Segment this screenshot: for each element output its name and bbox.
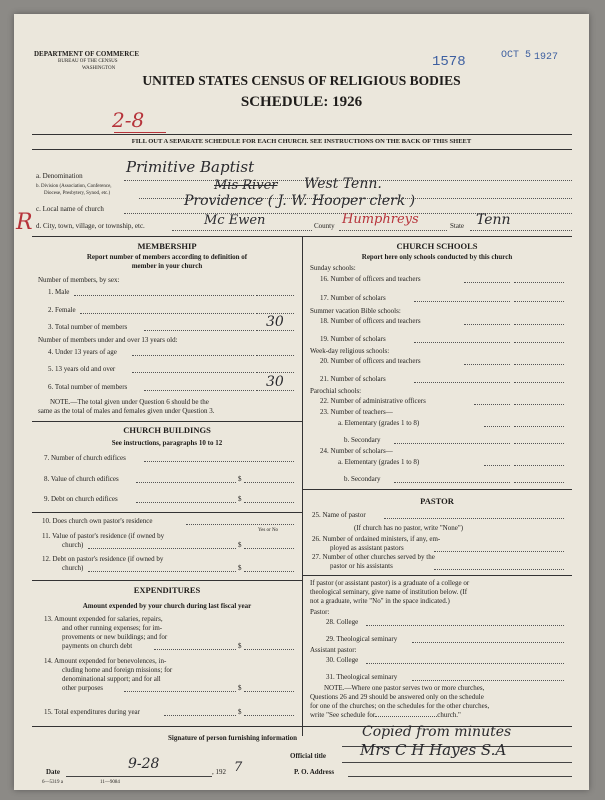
q27-label-1: 27. Number of other churches served by the <box>312 553 435 561</box>
instruction-line: FILL OUT A SEPARATE SCHEDULE FOR EACH CHURCH. SEE INSTRUCTIONS ON THE BACK OF THIS SHEET <box>131 138 472 145</box>
stamp-year: 1927 <box>534 52 559 63</box>
q14-label-2: cluding home and foreign missions; for <box>62 666 173 674</box>
q22-label: 22. Number of administrative officers <box>320 397 426 405</box>
q11-label-1: 11. Value of pastor's residence (if owned by <box>42 532 165 540</box>
official-title-label: Official title <box>290 752 326 760</box>
q24-label: 24. Number of scholars— <box>320 447 393 455</box>
membership-note-2: same as the total of males and females given under Question 3. <box>38 407 215 415</box>
q6-value: 30 <box>266 374 284 390</box>
division-struck-value: Mis River <box>214 178 278 193</box>
q12-label-1: 12. Debt on pastor's residence (if owned by <box>42 555 164 563</box>
q27-label-2: pastor or his assistants <box>330 562 393 570</box>
state-label: State <box>450 222 464 230</box>
q9-dollar: $ <box>238 495 242 503</box>
q6-label: 6. Total number of members <box>48 383 128 391</box>
q29-label: 29. Theological seminary <box>326 635 398 643</box>
q1-label: 1. Male <box>48 288 70 296</box>
q11-dollar: $ <box>238 541 242 549</box>
membership-title: MEMBERSHIP <box>137 241 197 251</box>
signature-value: Copied from minutes <box>362 724 512 740</box>
q8-dollar: $ <box>238 475 242 483</box>
by-sex-label: Number of members, by sex: <box>38 276 120 284</box>
pastor-note-4-b: church." <box>437 711 461 719</box>
membership-sub-2: member in your church <box>131 262 203 270</box>
date-label: Date <box>46 768 60 776</box>
q3-label: 3. Total number of members <box>48 323 128 331</box>
sunday-label: Sunday schools: <box>310 264 356 272</box>
q13-label-1: 13. Amount expended for salaries, repairs, <box>44 615 163 623</box>
q13-dollar: $ <box>238 642 242 650</box>
county-value: Humphreys <box>342 212 419 227</box>
year-value: 7 <box>234 760 243 775</box>
parochial-label: Parochial schools: <box>310 387 362 395</box>
schools-title: CHURCH SCHOOLS <box>396 241 478 251</box>
form-code: 11—9084 <box>100 780 120 785</box>
q24b-label: b. Secondary <box>344 475 381 483</box>
q14-label-1: 14. Amount expended for benevolences, in- <box>44 657 167 665</box>
pastor-note-2: Questions 26 and 29 should be answered only on the schedule <box>310 693 484 701</box>
signature-label: Signature of person furnishing information <box>168 734 297 742</box>
grad-line-3: not a graduate, write "No" in the space indicated.) <box>310 597 450 605</box>
q21-label: 21. Number of scholars <box>320 375 386 383</box>
division-label-2: Diocese, Presbytery, Synod, etc.) <box>44 191 111 196</box>
q17-label: 17. Number of scholars <box>320 294 386 302</box>
stamp-date: OCT 5 <box>501 50 532 61</box>
q5-label: 5. 13 years old and over <box>48 365 116 373</box>
state-value: Tenn <box>476 212 511 228</box>
denomination-label: a. Denomination <box>36 172 83 180</box>
buildings-sub: See instructions, paragraphs 10 to 12 <box>111 439 223 447</box>
division-value: West Tenn. <box>304 176 382 192</box>
expenditures-title: EXPENDITURES <box>133 585 201 595</box>
q7-label: 7. Number of church edifices <box>44 454 126 462</box>
weekday-label: Week-day religious schools: <box>310 347 390 355</box>
red-r-mark: R <box>16 210 33 235</box>
q4-label: 4. Under 13 years of age <box>48 348 117 356</box>
census-schedule-sheet <box>14 14 589 790</box>
pastor-title: PASTOR <box>420 496 454 506</box>
q2-label: 2. Female <box>48 306 76 314</box>
church-name-label: c. Local name of church <box>36 205 104 213</box>
red-mark: 2-8 <box>112 108 145 132</box>
assistant-sub-label: Assistant pastor: <box>310 646 357 654</box>
department-label: DEPARTMENT OF COMMERCE <box>34 50 140 58</box>
q14-label-4: other purposes <box>62 684 104 692</box>
schools-sub: Report here only schools conducted by this church <box>361 253 513 261</box>
church-name-value: Providence ( J. W. Hooper clerk ) <box>184 193 416 209</box>
pastor-sub-label: Pastor: <box>310 608 330 616</box>
q25-label: 25. Name of pastor <box>312 511 366 519</box>
q3-value: 30 <box>266 314 284 330</box>
bureau-label: BUREAU OF THE CENSUS <box>58 59 118 64</box>
q24a-label: a. Elementary (grades 1 to 8) <box>338 458 420 466</box>
stamp-number: 1578 <box>432 54 466 70</box>
q16-label: 16. Number of officers and teachers <box>320 275 421 283</box>
q13-label-2: and other running expenses; for im- <box>62 624 163 632</box>
city-value: Mc Ewen <box>204 213 266 228</box>
q26-label-2: ployed as assistant pastors <box>330 544 404 552</box>
yes-no-hint: Yes or No <box>258 528 279 533</box>
q31-label: 31. Theological seminary <box>326 673 398 681</box>
form-subtitle: SCHEDULE: 1926 <box>240 94 363 110</box>
q26-label-1: 26. Number of ordained ministers, if any, em- <box>312 535 441 543</box>
under-over-label: Number of members under and over 13 years old: <box>38 336 178 344</box>
county-label: County <box>314 222 335 230</box>
summer-label: Summer vacation Bible schools: <box>310 307 401 315</box>
year-prefix: , 192 <box>212 768 226 776</box>
q14-dollar: $ <box>238 684 242 692</box>
pastor-note-4-a: write "See schedule for <box>310 711 376 719</box>
q8-label: 8. Value of church edifices <box>44 475 119 483</box>
q28-label: 28. College <box>326 618 359 626</box>
grad-line-1: If pastor (or assistant pastor) is a graduate of a college or <box>310 579 470 587</box>
q25-note: (If church has no pastor, write "None") <box>354 524 464 532</box>
official-title-value: Mrs C H Hayes S.A <box>360 741 507 759</box>
date-value: 9-28 <box>128 756 160 772</box>
pastor-note-4 <box>310 711 461 719</box>
q13-label-4: payments on church debt <box>62 642 133 650</box>
q15-label: 15. Total expenditures during year <box>44 708 140 716</box>
q30-label: 30. College <box>326 656 359 664</box>
division-label-1: b. Division (Association, Conference, <box>36 184 112 189</box>
form-number: 6—5319 a <box>42 780 63 785</box>
q23a-label: a. Elementary (grades 1 to 8) <box>338 419 420 427</box>
buildings-title: CHURCH BUILDINGS <box>123 425 211 435</box>
q11-label-2: church) <box>62 541 84 549</box>
q19-label: 19. Number of scholars <box>320 335 386 343</box>
q13-label-3: provements or new buildings; and for <box>62 633 168 641</box>
q23b-label: b. Secondary <box>344 436 381 444</box>
expenditures-sub: Amount expended by your church during last fiscal year <box>82 602 252 610</box>
q10-label: 10. Does church own pastor's residence <box>42 517 153 525</box>
pastor-note-3: for one of the churches; on the schedules for the other churches, <box>310 702 490 710</box>
po-address-label: P. O. Address <box>294 768 335 776</box>
q12-dollar: $ <box>238 564 242 572</box>
q18-label: 18. Number of officers and teachers <box>320 317 421 325</box>
denomination-value: Primitive Baptist <box>126 158 255 176</box>
pastor-note-1: NOTE.—Where one pastor serves two or more churches, <box>324 684 485 692</box>
membership-note-1: NOTE.—The total given under Question 6 should be the <box>50 398 209 406</box>
membership-sub-1: Report number of members according to definition of <box>86 253 248 261</box>
form-title: UNITED STATES CENSUS OF RELIGIOUS BODIES <box>142 73 461 88</box>
grad-line-2: theological seminary, give name of institution below. (If <box>310 588 468 596</box>
q12-label-2: church) <box>62 564 84 572</box>
q9-label: 9. Debt on church edifices <box>44 495 118 503</box>
q14-label-3: denominational support; and for all <box>62 675 161 683</box>
q20-label: 20. Number of officers and teachers <box>320 357 421 365</box>
q15-dollar: $ <box>238 708 242 716</box>
q23-label: 23. Number of teachers— <box>320 408 393 416</box>
city-field-label: d. City, town, village, or township, etc. <box>36 222 145 230</box>
city-label: WASHINGTON <box>82 66 116 71</box>
